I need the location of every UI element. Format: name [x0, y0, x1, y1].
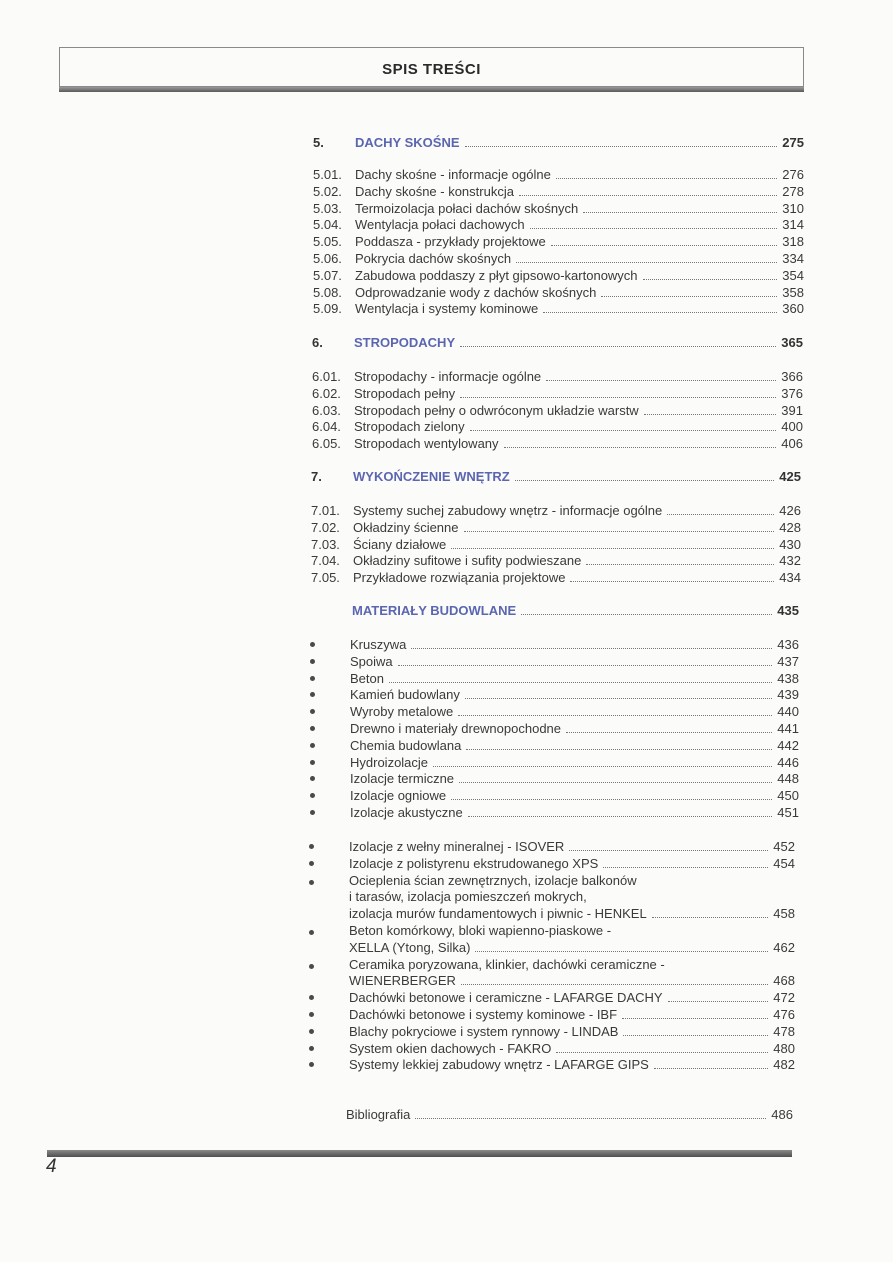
bullet-icon: [309, 1029, 314, 1034]
entry-page: 365: [781, 335, 803, 350]
entry-number: 6.05.: [312, 436, 341, 452]
toc-entry[interactable]: [309, 855, 795, 872]
entry-page: 366: [781, 369, 803, 384]
chapter-materials[interactable]: [352, 602, 799, 619]
toc-entry[interactable]: [310, 670, 799, 687]
bullet-icon: [310, 642, 315, 647]
entry-title: Dachówki betonowe i systemy kominowe - IBF: [349, 1007, 618, 1022]
entry-page: 434: [779, 570, 801, 586]
entry-page: 430: [779, 536, 801, 552]
entry-title: Kruszywa: [350, 637, 407, 652]
dot-leader: [475, 940, 768, 952]
entry-title: Izolacje z polistyrenu ekstrudowanego XPS: [349, 855, 599, 871]
dot-leader: [570, 570, 774, 582]
entry-page: 432: [779, 553, 801, 569]
bullet-icon: [309, 1046, 314, 1051]
dot-leader: [460, 386, 776, 398]
toc-entry[interactable]: [309, 1040, 795, 1057]
entry-page: 480: [773, 1040, 795, 1056]
dot-leader: [460, 335, 776, 347]
entry-page: 318: [782, 234, 804, 250]
dot-leader: [398, 654, 773, 666]
bullet-icon: [309, 1062, 314, 1067]
entry-title: Izolacje ogniowe: [350, 788, 447, 804]
entry-title: STROPODACHY: [354, 335, 456, 350]
entry-page: 426: [779, 503, 801, 518]
entry-number: 7.01.: [311, 503, 340, 518]
bullet-icon: [310, 676, 315, 681]
bullet-icon: [310, 692, 315, 697]
top-rule: [59, 87, 804, 92]
entry-page: 428: [779, 519, 801, 535]
entry-title: Wyroby metalowe: [350, 704, 454, 720]
dot-leader: [433, 755, 772, 767]
entry-page: 452: [773, 839, 795, 854]
entry-title: Wentylacja i systemy kominowe: [355, 301, 539, 317]
entry-page: 438: [777, 670, 799, 686]
entry-title: XELLA (Ytong, Silka): [349, 939, 471, 955]
entry-number: 5.09.: [313, 301, 342, 317]
entry-title: Drewno i materiały drewnopochodne: [350, 721, 562, 736]
toc-entry[interactable]: [313, 216, 804, 233]
entry-page: 440: [777, 704, 799, 720]
entry-page: 360: [782, 301, 804, 317]
entry-title: Blachy pokryciowe i system rynnowy - LINDAB: [349, 1023, 619, 1039]
toc-entry[interactable]: [311, 569, 801, 586]
dot-leader: [465, 135, 778, 147]
dot-leader: [468, 805, 773, 817]
dot-leader: [566, 721, 772, 733]
entry-page: 462: [773, 939, 795, 955]
toc-entry[interactable]: [311, 519, 801, 536]
header-box: [59, 47, 804, 87]
entry-title: Hydroizolacje: [350, 754, 429, 770]
bullet-icon: [310, 743, 315, 748]
dot-leader: [504, 436, 777, 448]
toc-entry[interactable]: [311, 502, 801, 519]
entry-title: Beton: [350, 670, 384, 686]
entry-page: 472: [773, 990, 795, 1006]
toc-entry[interactable]: [309, 989, 795, 1006]
bottom-rule: [47, 1150, 792, 1157]
entry-title-line: Ocieplenia ścian zewnętrznych, izolacje balkonów: [349, 872, 637, 888]
entry-title: WYKOŃCZENIE WNĘTRZ: [353, 469, 510, 484]
dot-leader: [622, 1007, 768, 1019]
dot-leader: [667, 503, 774, 515]
dot-leader: [556, 167, 777, 179]
entry-number: 5.06.: [313, 251, 342, 266]
toc-entry[interactable]: [310, 686, 799, 703]
toc-entry[interactable]: [312, 368, 803, 385]
dot-leader: [389, 671, 772, 683]
dot-leader: [451, 788, 772, 800]
dot-leader: [643, 268, 778, 280]
toc-entry[interactable]: [313, 166, 804, 183]
entry-title: DACHY SKOŚNE: [355, 135, 460, 150]
toc-entry[interactable]: [313, 200, 804, 217]
toc-entry[interactable]: [310, 804, 799, 821]
entry-title: Izolacje z wełny mineralnej - ISOVER: [349, 839, 565, 854]
entry-title: Stropodach zielony: [354, 419, 465, 435]
bibliography-entry[interactable]: [346, 1106, 793, 1123]
toc-entry[interactable]: [349, 972, 795, 989]
entry-page: 448: [777, 771, 799, 787]
dot-leader: [668, 990, 769, 1002]
entry-number: 6.02.: [312, 385, 341, 401]
dot-leader: [411, 637, 772, 649]
dot-leader: [543, 301, 777, 313]
toc-entry[interactable]: [310, 770, 799, 787]
entry-page: 450: [777, 788, 799, 804]
dot-leader: [546, 369, 776, 381]
bullet-icon: [310, 659, 315, 664]
entry-page: 439: [777, 687, 799, 703]
entry-title: Izolacje akustyczne: [350, 805, 463, 820]
entry-title: Dachy skośne - konstrukcja: [355, 183, 514, 199]
entry-page: 435: [777, 603, 799, 618]
entry-title-line: Beton komórkowy, bloki wapienno-piaskowe -: [349, 923, 612, 938]
entry-number: 7.04.: [311, 553, 340, 569]
entry-page: 276: [782, 167, 804, 182]
toc-entry[interactable]: [312, 402, 803, 419]
toc-entry[interactable]: [312, 435, 803, 452]
dot-leader: [601, 285, 777, 297]
chapter-6[interactable]: [312, 334, 803, 351]
entry-number: 5.02.: [313, 183, 342, 199]
entry-title: izolacja murów fundamentowych i piwnic - HENKEL: [349, 906, 647, 922]
entry-title: Okładziny ścienne: [353, 519, 459, 535]
entry-page: 468: [773, 973, 795, 989]
dot-leader: [470, 419, 777, 431]
bullet-icon: [309, 1012, 314, 1017]
entry-page: 391: [781, 402, 803, 418]
entry-page: 482: [773, 1057, 795, 1073]
toc-entry[interactable]: [313, 183, 804, 200]
entry-title: Izolacje termiczne: [350, 771, 455, 787]
dot-leader: [516, 251, 777, 263]
entry-title: Spoiwa: [350, 653, 393, 669]
toc-entry[interactable]: [311, 536, 801, 553]
entry-number: 7.03.: [311, 536, 340, 552]
entry-page: 310: [782, 200, 804, 216]
toc-entry[interactable]: [313, 284, 804, 301]
bullet-icon: [309, 880, 314, 885]
entry-title: Termoizolacja połaci dachów skośnych: [355, 200, 579, 216]
entry-number: 6.01.: [312, 369, 341, 384]
entry-number: 5.07.: [313, 267, 342, 283]
entry-title: Systemy lekkiej zabudowy wnętrz - LAFARGE GIPS: [349, 1057, 649, 1073]
dot-leader: [521, 603, 772, 615]
entry-page: 458: [773, 906, 795, 922]
bullet-icon: [310, 776, 315, 781]
entry-page: 486: [771, 1107, 793, 1122]
toc-entry[interactable]: [309, 1006, 795, 1023]
toc-entry[interactable]: [313, 250, 804, 267]
toc-entry[interactable]: [309, 1023, 795, 1040]
toc-entry[interactable]: [349, 905, 795, 922]
entry-title: Poddasza - przykłady projektowe: [355, 234, 546, 250]
entry-title: Chemia budowlana: [350, 737, 462, 753]
toc-entry[interactable]: [310, 636, 799, 653]
entry-number: 5.03.: [313, 200, 342, 216]
entry-page: 400: [781, 419, 803, 435]
bullet-icon: [309, 930, 314, 935]
entry-number: 7.02.: [311, 519, 340, 535]
entry-title: Ściany działowe: [353, 536, 447, 552]
entry-title: Zabudowa poddaszy z płyt gipsowo-kartonowych: [355, 267, 638, 283]
bullet-icon: [310, 760, 315, 765]
entry-page: 278: [782, 183, 804, 199]
dot-leader: [556, 1041, 768, 1053]
dot-leader: [465, 687, 772, 699]
entry-page: 358: [782, 284, 804, 300]
entry-number: 5.05.: [313, 234, 342, 250]
entry-page: 478: [773, 1023, 795, 1039]
entry-page: 275: [782, 135, 804, 150]
toc-entry[interactable]: [309, 838, 795, 855]
entry-page: 451: [777, 805, 799, 820]
entry-title: Bibliografia: [346, 1107, 411, 1122]
entry-title: Okładziny sufitowe i sufity podwieszane: [353, 553, 582, 569]
entry-title: Stropodachy - informacje ogólne: [354, 369, 542, 384]
entry-title: Stropodach pełny: [354, 385, 456, 401]
toc-entry[interactable]: [349, 939, 795, 956]
entry-title: Systemy suchej zabudowy wnętrz - informacje ogólne: [353, 503, 663, 518]
entry-title: Przykładowe rozwiązania projektowe: [353, 570, 566, 586]
entry-page: 436: [777, 637, 799, 652]
bullet-icon: [309, 964, 314, 969]
entry-page: 334: [782, 251, 804, 266]
toc-entry[interactable]: [310, 703, 799, 720]
chapter-7[interactable]: [311, 468, 801, 485]
dot-leader: [459, 771, 772, 783]
entry-page: 476: [773, 1007, 795, 1022]
entry-title: Odprowadzanie wody z dachów skośnych: [355, 284, 597, 300]
page-number: 4: [46, 1156, 57, 1177]
entry-number: 7.: [311, 469, 322, 484]
entry-number: 6.: [312, 335, 323, 350]
toc-entry[interactable]: [310, 653, 799, 670]
toc-entry[interactable]: [313, 267, 804, 284]
dot-leader: [515, 469, 775, 481]
toc-entry[interactable]: [312, 418, 803, 435]
entry-number: 7.05.: [311, 570, 340, 586]
dot-leader: [644, 403, 777, 415]
toc-entry[interactable]: [313, 300, 804, 317]
dot-leader: [461, 973, 768, 985]
toc-entry[interactable]: [309, 1056, 795, 1073]
toc-entry[interactable]: [310, 754, 799, 771]
entry-page: 406: [781, 436, 803, 452]
dot-leader: [551, 234, 778, 246]
entry-number: 5.08.: [313, 284, 342, 300]
entry-page: 376: [781, 385, 803, 401]
entry-number: 6.04.: [312, 419, 341, 435]
dot-leader: [415, 1107, 766, 1119]
bullet-icon: [310, 793, 315, 798]
toc-entry[interactable]: [310, 720, 799, 737]
dot-leader: [569, 839, 768, 851]
dot-leader: [623, 1024, 768, 1036]
entry-page: 446: [777, 754, 799, 770]
entry-title: Pokrycia dachów skośnych: [355, 251, 512, 266]
dot-leader: [586, 553, 774, 565]
dot-leader: [652, 906, 769, 918]
dot-leader: [654, 1057, 768, 1069]
dot-leader: [519, 184, 777, 196]
entry-number: 5.04.: [313, 217, 342, 233]
dot-leader: [451, 537, 774, 549]
bullet-icon: [309, 861, 314, 866]
bullet-icon: [309, 844, 314, 849]
dot-leader: [464, 520, 775, 532]
toc-entry[interactable]: [310, 737, 799, 754]
entry-title-line: Ceramika poryzowana, klinkier, dachówki ceramiczne -: [349, 956, 665, 972]
bullet-icon: [310, 810, 315, 815]
entry-title: Stropodach wentylowany: [354, 436, 499, 452]
toc-entry[interactable]: [311, 552, 801, 569]
entry-title: MATERIAŁY BUDOWLANE: [352, 603, 517, 618]
entry-number: 5.01.: [313, 167, 342, 182]
dot-leader: [583, 201, 777, 213]
chapter-5[interactable]: [313, 134, 804, 151]
toc-entry[interactable]: [313, 233, 804, 250]
entry-page: 314: [782, 217, 804, 233]
entry-title-line: i tarasów, izolacja pomieszczeń mokrych,: [349, 889, 587, 905]
dot-leader: [603, 856, 768, 868]
toc-entry[interactable]: [310, 787, 799, 804]
entry-number: 6.03.: [312, 402, 341, 418]
dot-leader: [466, 738, 772, 750]
bullet-icon: [310, 726, 315, 731]
entry-page: 354: [782, 267, 804, 283]
entry-title: Dachy skośne - informacje ogólne: [355, 167, 551, 182]
entry-page: 437: [777, 653, 799, 669]
entry-title: Dachówki betonowe i ceramiczne - LAFARGE DACHY: [349, 990, 663, 1006]
entry-page: 425: [779, 469, 801, 484]
dot-leader: [530, 217, 778, 229]
dot-leader: [458, 704, 772, 716]
page-title: SPIS TREŚCI: [382, 61, 481, 78]
entry-title: System okien dachowych - FAKRO: [349, 1040, 552, 1056]
bullet-icon: [310, 709, 315, 714]
bullet-icon: [309, 995, 314, 1000]
entry-title: Kamień budowlany: [350, 687, 460, 703]
entry-page: 441: [777, 721, 799, 736]
entry-page: 442: [777, 737, 799, 753]
entry-title: Wentylacja połaci dachowych: [355, 217, 525, 233]
entry-title: WIENERBERGER: [349, 973, 456, 989]
entry-number: 5.: [313, 135, 324, 150]
toc-entry[interactable]: [312, 385, 803, 402]
entry-title: Stropodach pełny o odwróconym układzie warstw: [354, 402, 639, 418]
entry-page: 454: [773, 855, 795, 871]
